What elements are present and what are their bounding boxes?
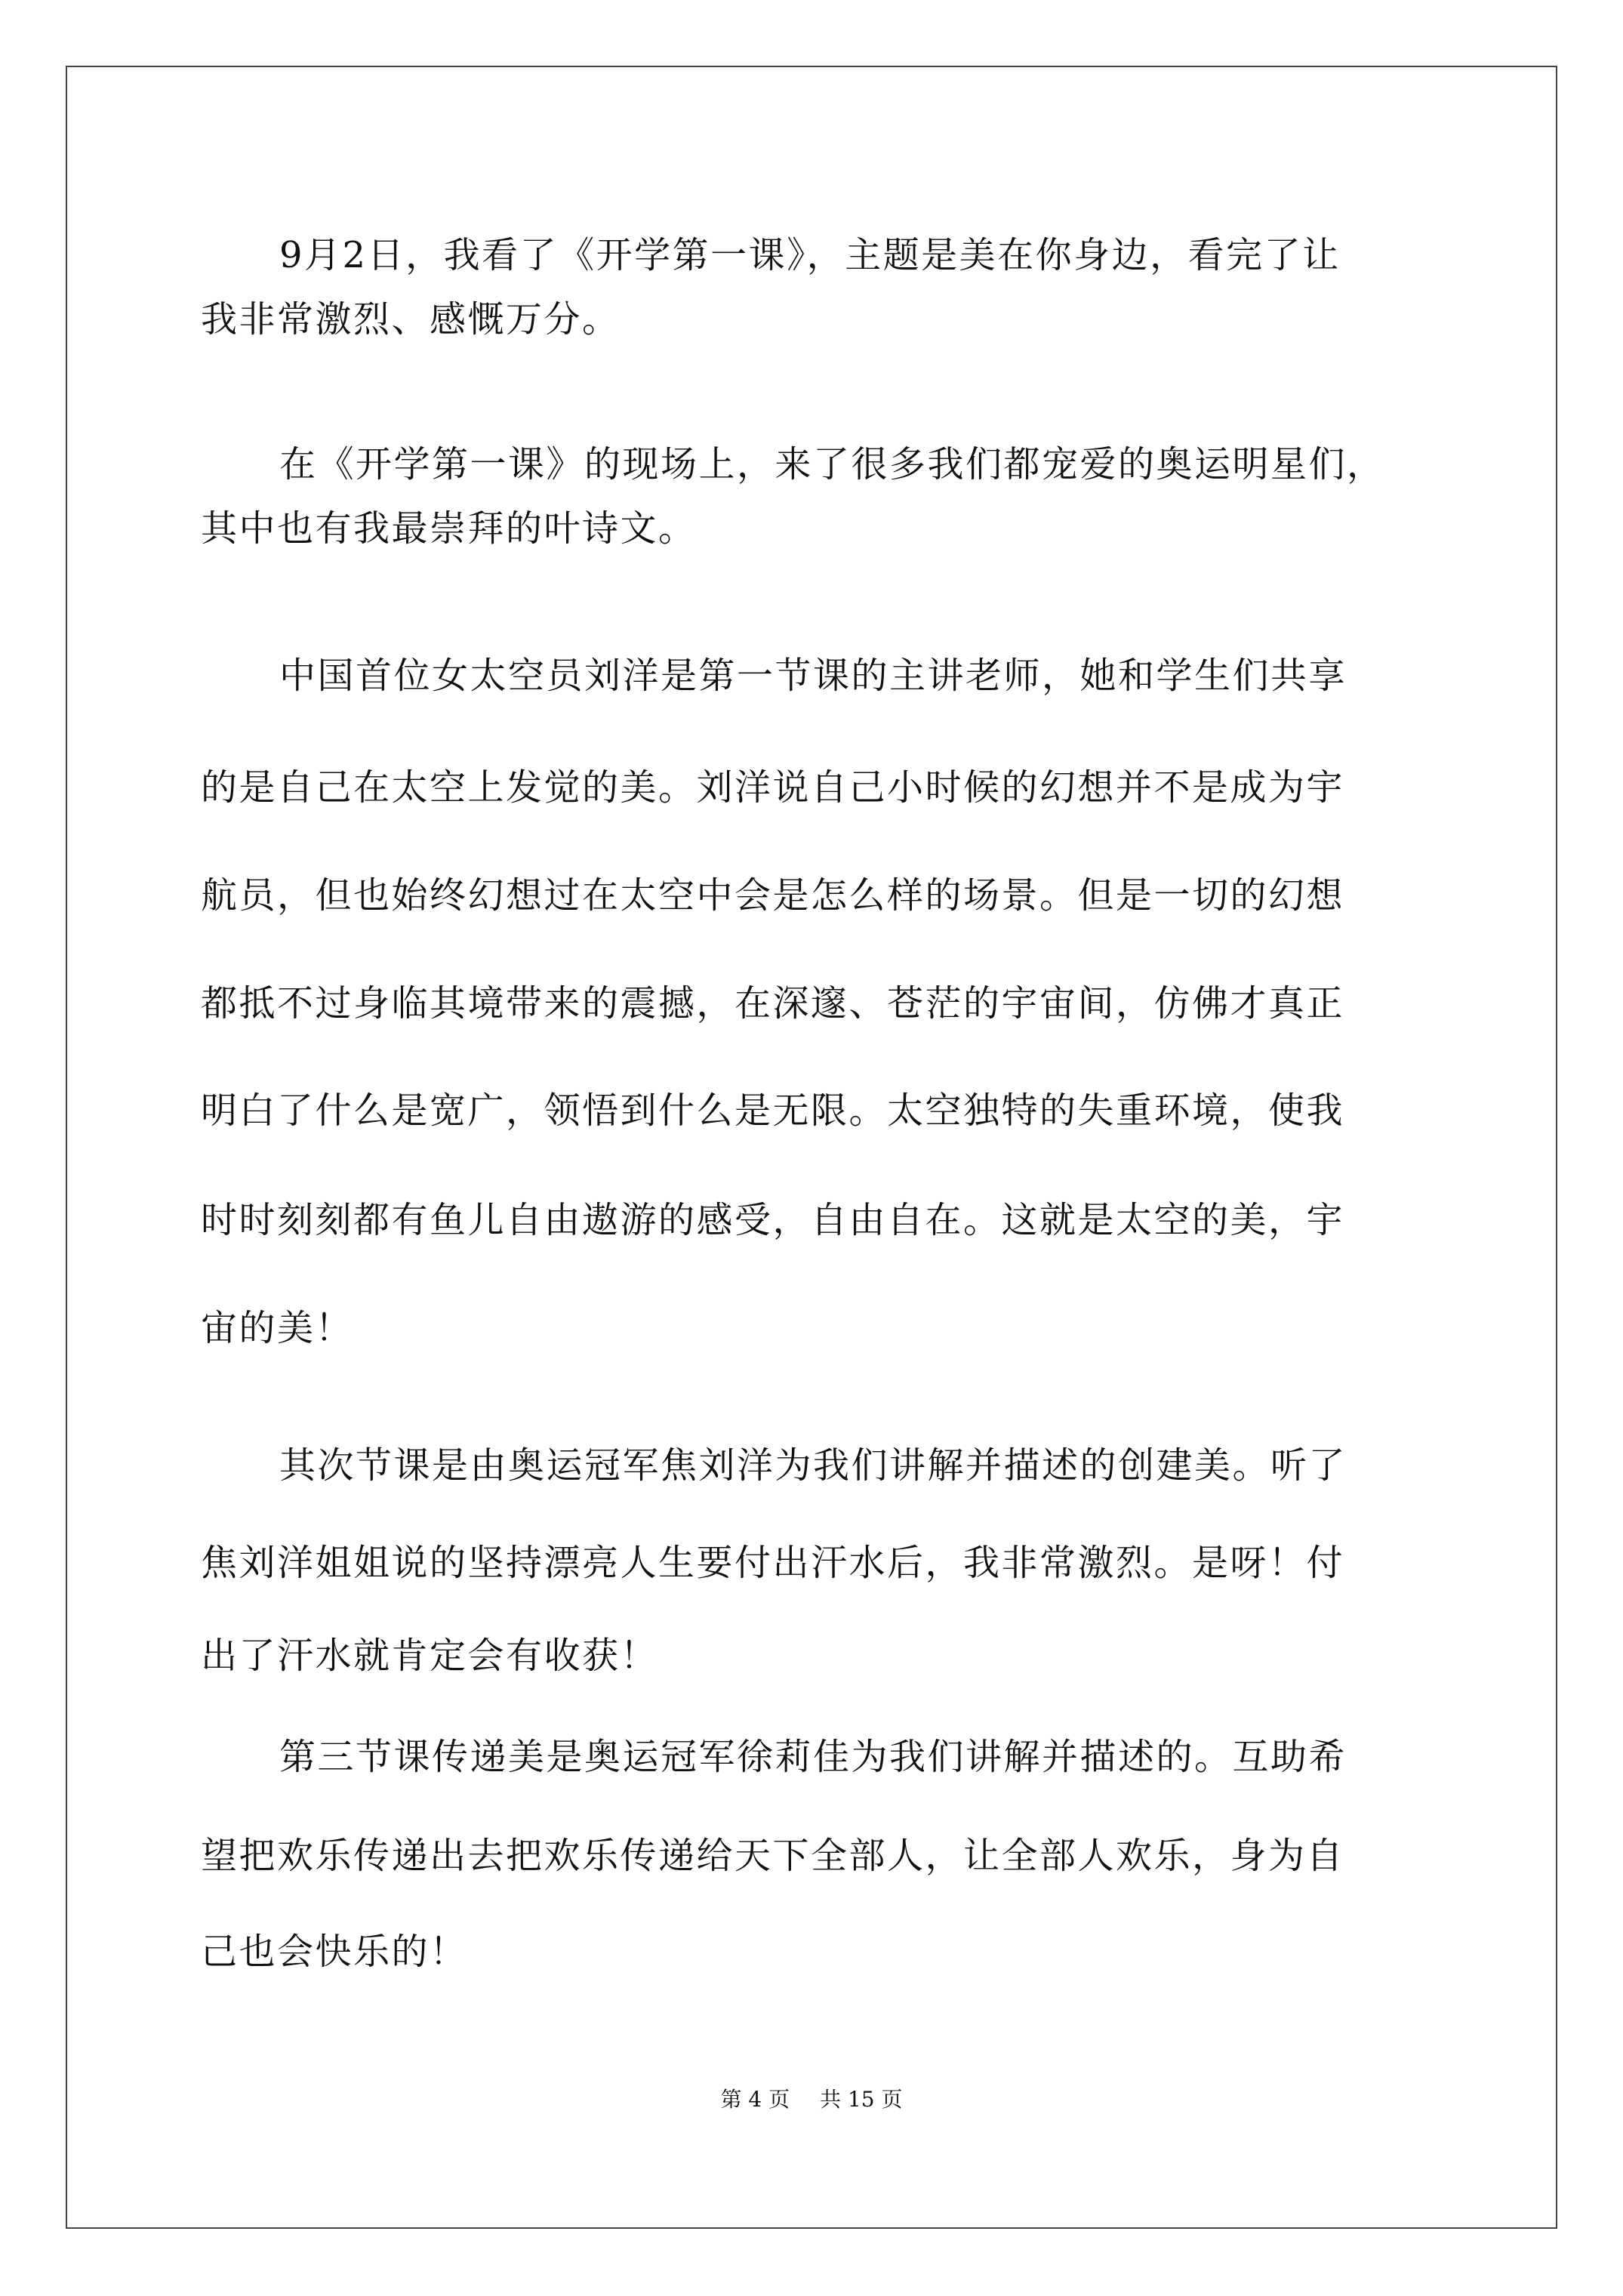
- text-line: 在《开学第一课》的现场上，来了很多我们都宠爱的奥运明星们，: [279, 443, 1385, 485]
- text-line: 其中也有我最崇拜的叶诗文。: [201, 507, 697, 550]
- text-line: 的是自己在太空上发觉的美。刘洋说自己小时候的幻想并不是成为宇: [201, 766, 1345, 809]
- page-total: 共 15 页: [820, 2087, 903, 2112]
- text-line: 我非常激烈、感慨万分。: [201, 298, 621, 341]
- text-line: 时时刻刻都有鱼儿自由遨游的感受，自由自在。这就是太空的美，宇: [201, 1199, 1345, 1241]
- page-border: [66, 66, 1557, 2229]
- text-line: 9月2日，我看了《开学第一课》，主题是美在你身边，看完了让: [279, 234, 1341, 276]
- text-line: 宙的美！: [201, 1307, 354, 1349]
- text-line: 航员，但也始终幻想过在太空中会是怎么样的场景。但是一切的幻想: [201, 874, 1345, 917]
- text-line: 焦刘洋姐姐说的坚持漂亮人生要付出汗水后，我非常激烈。是呀！付: [201, 1542, 1345, 1584]
- text-line: 望把欢乐传递出去把欢乐传递给天下全部人，让全部人欢乐，身为自: [201, 1835, 1345, 1877]
- text-line: 都抵不过身临其境带来的震撼，在深邃、苍茫的宇宙间，仿佛才真正: [201, 982, 1345, 1025]
- text-line: 第三节课传递美是奥运冠军徐莉佳为我们讲解并描述的。互助希: [279, 1736, 1347, 1778]
- text-line: 己也会快乐的！: [201, 1931, 468, 1973]
- text-line: 其次节课是由奥运冠军焦刘洋为我们讲解并描述的创建美。听了: [279, 1444, 1347, 1487]
- page-number: 第 4 页: [720, 2087, 790, 2112]
- text-line: 中国首位女太空员刘洋是第一节课的主讲老师，她和学生们共享: [279, 655, 1347, 697]
- text-line: 出了汗水就肯定会有收获！: [201, 1635, 659, 1677]
- page-footer: [0, 2086, 1623, 2113]
- text-line: 明白了什么是宽广，领悟到什么是无限。太空独特的失重环境，使我: [201, 1089, 1345, 1132]
